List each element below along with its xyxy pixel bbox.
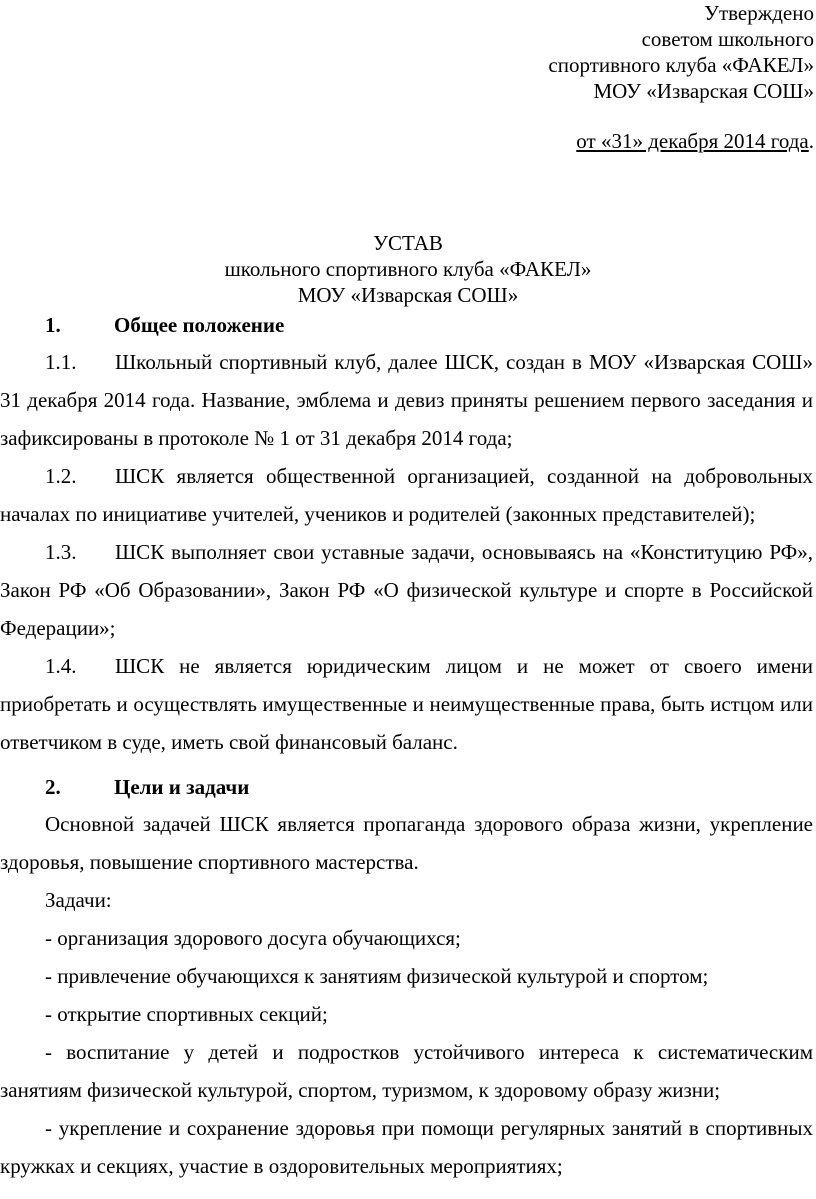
main-goal-paragraph [0,805,813,881]
task-item: - укрепление и сохранение здоровья при помощи регулярных занятий в спортивных кружках и секциях, участие в оздоровительных мероприятиях; [0,1116,813,1178]
section-1-heading [45,312,284,338]
paragraph-1-1 [0,343,813,457]
approval-line-3: спортивного клуба «ФАКЕЛ» [548,53,814,77]
paragraph-1-4 [0,647,813,761]
task-item: - организация здорового досуга обучающихся; [45,926,461,950]
approval-line-4: МОУ «Изварская СОШ» [593,79,814,103]
main-goal-text: Основной задачей ШСК является пропаганда здорового образа жизни, укрепление здоровья, повышение спортивного мастерства. [0,812,813,874]
approval-line-2: советом школьного [641,27,814,51]
title-line-2: школьного спортивного клуба «ФАКЕЛ» [224,257,592,281]
task-item: - привлечение обучающихся к занятиям физической культурой и спортом; [45,964,709,988]
section-1-title: Общее положение [114,313,285,337]
section-2-title: Цели и задачи [114,775,250,799]
approval-block [548,0,814,154]
paragraph-1-3 [0,533,813,647]
approval-line-1: Утверждено [704,1,814,25]
title-line-3: МОУ «Изварская СОШ» [297,283,519,307]
tasks-label: Задачи: [45,888,112,912]
paragraph-1-3-text: ШСК выполняет свои уставные задачи, основываясь на «Конституцию РФ», Закон РФ «Об Образовании», Закон РФ «О физической культуре и спорте в Российской Федерации»; [0,540,813,640]
task-item: - открытие спортивных секций; [45,1002,328,1026]
section-1-number: 1. [45,313,61,337]
paragraph-1-3-number: 1.3. [45,540,77,564]
section-2-heading [45,774,249,800]
paragraph-1-1-text: Школьный спортивный клуб, далее ШСК, создан в МОУ «Изварская СОШ» 31 декабря 2014 года. Название, эмблема и девиз приняты решением первого заседания и зафиксированы в протоколе № 1 от 31 декабря 2014 года; [0,350,813,450]
title-line-1: УСТАВ [373,231,443,255]
paragraph-1-1-number: 1.1. [45,350,77,374]
paragraph-1-4-text: ШСК не является юридическим лицом и не может от своего имени приобретать и осуществлять имущественные и неимущественные права, быть истцом или ответчиком в суде, иметь свой финансовый баланс. [0,654,813,754]
approval-date [548,128,814,154]
task-item: - воспитание у детей и подростков устойчивого интереса к систематическим занятиям физической культурой, спортом, туризмом, к здоровому образу жизни; [0,1040,813,1102]
paragraph-1-2 [0,457,813,533]
paragraph-1-2-text: ШСК является общественной организацией, созданной на добровольных началах по инициативе учителей, учеников и родителей (законных представителей); [0,464,813,526]
approval-date-dot: . [808,129,814,153]
paragraph-1-4-number: 1.4. [45,654,77,678]
approval-date-text: от «31» декабря 2014 года [576,129,809,153]
document-title [0,230,816,308]
paragraph-1-2-number: 1.2. [45,464,77,488]
section-2-number: 2. [45,775,61,799]
